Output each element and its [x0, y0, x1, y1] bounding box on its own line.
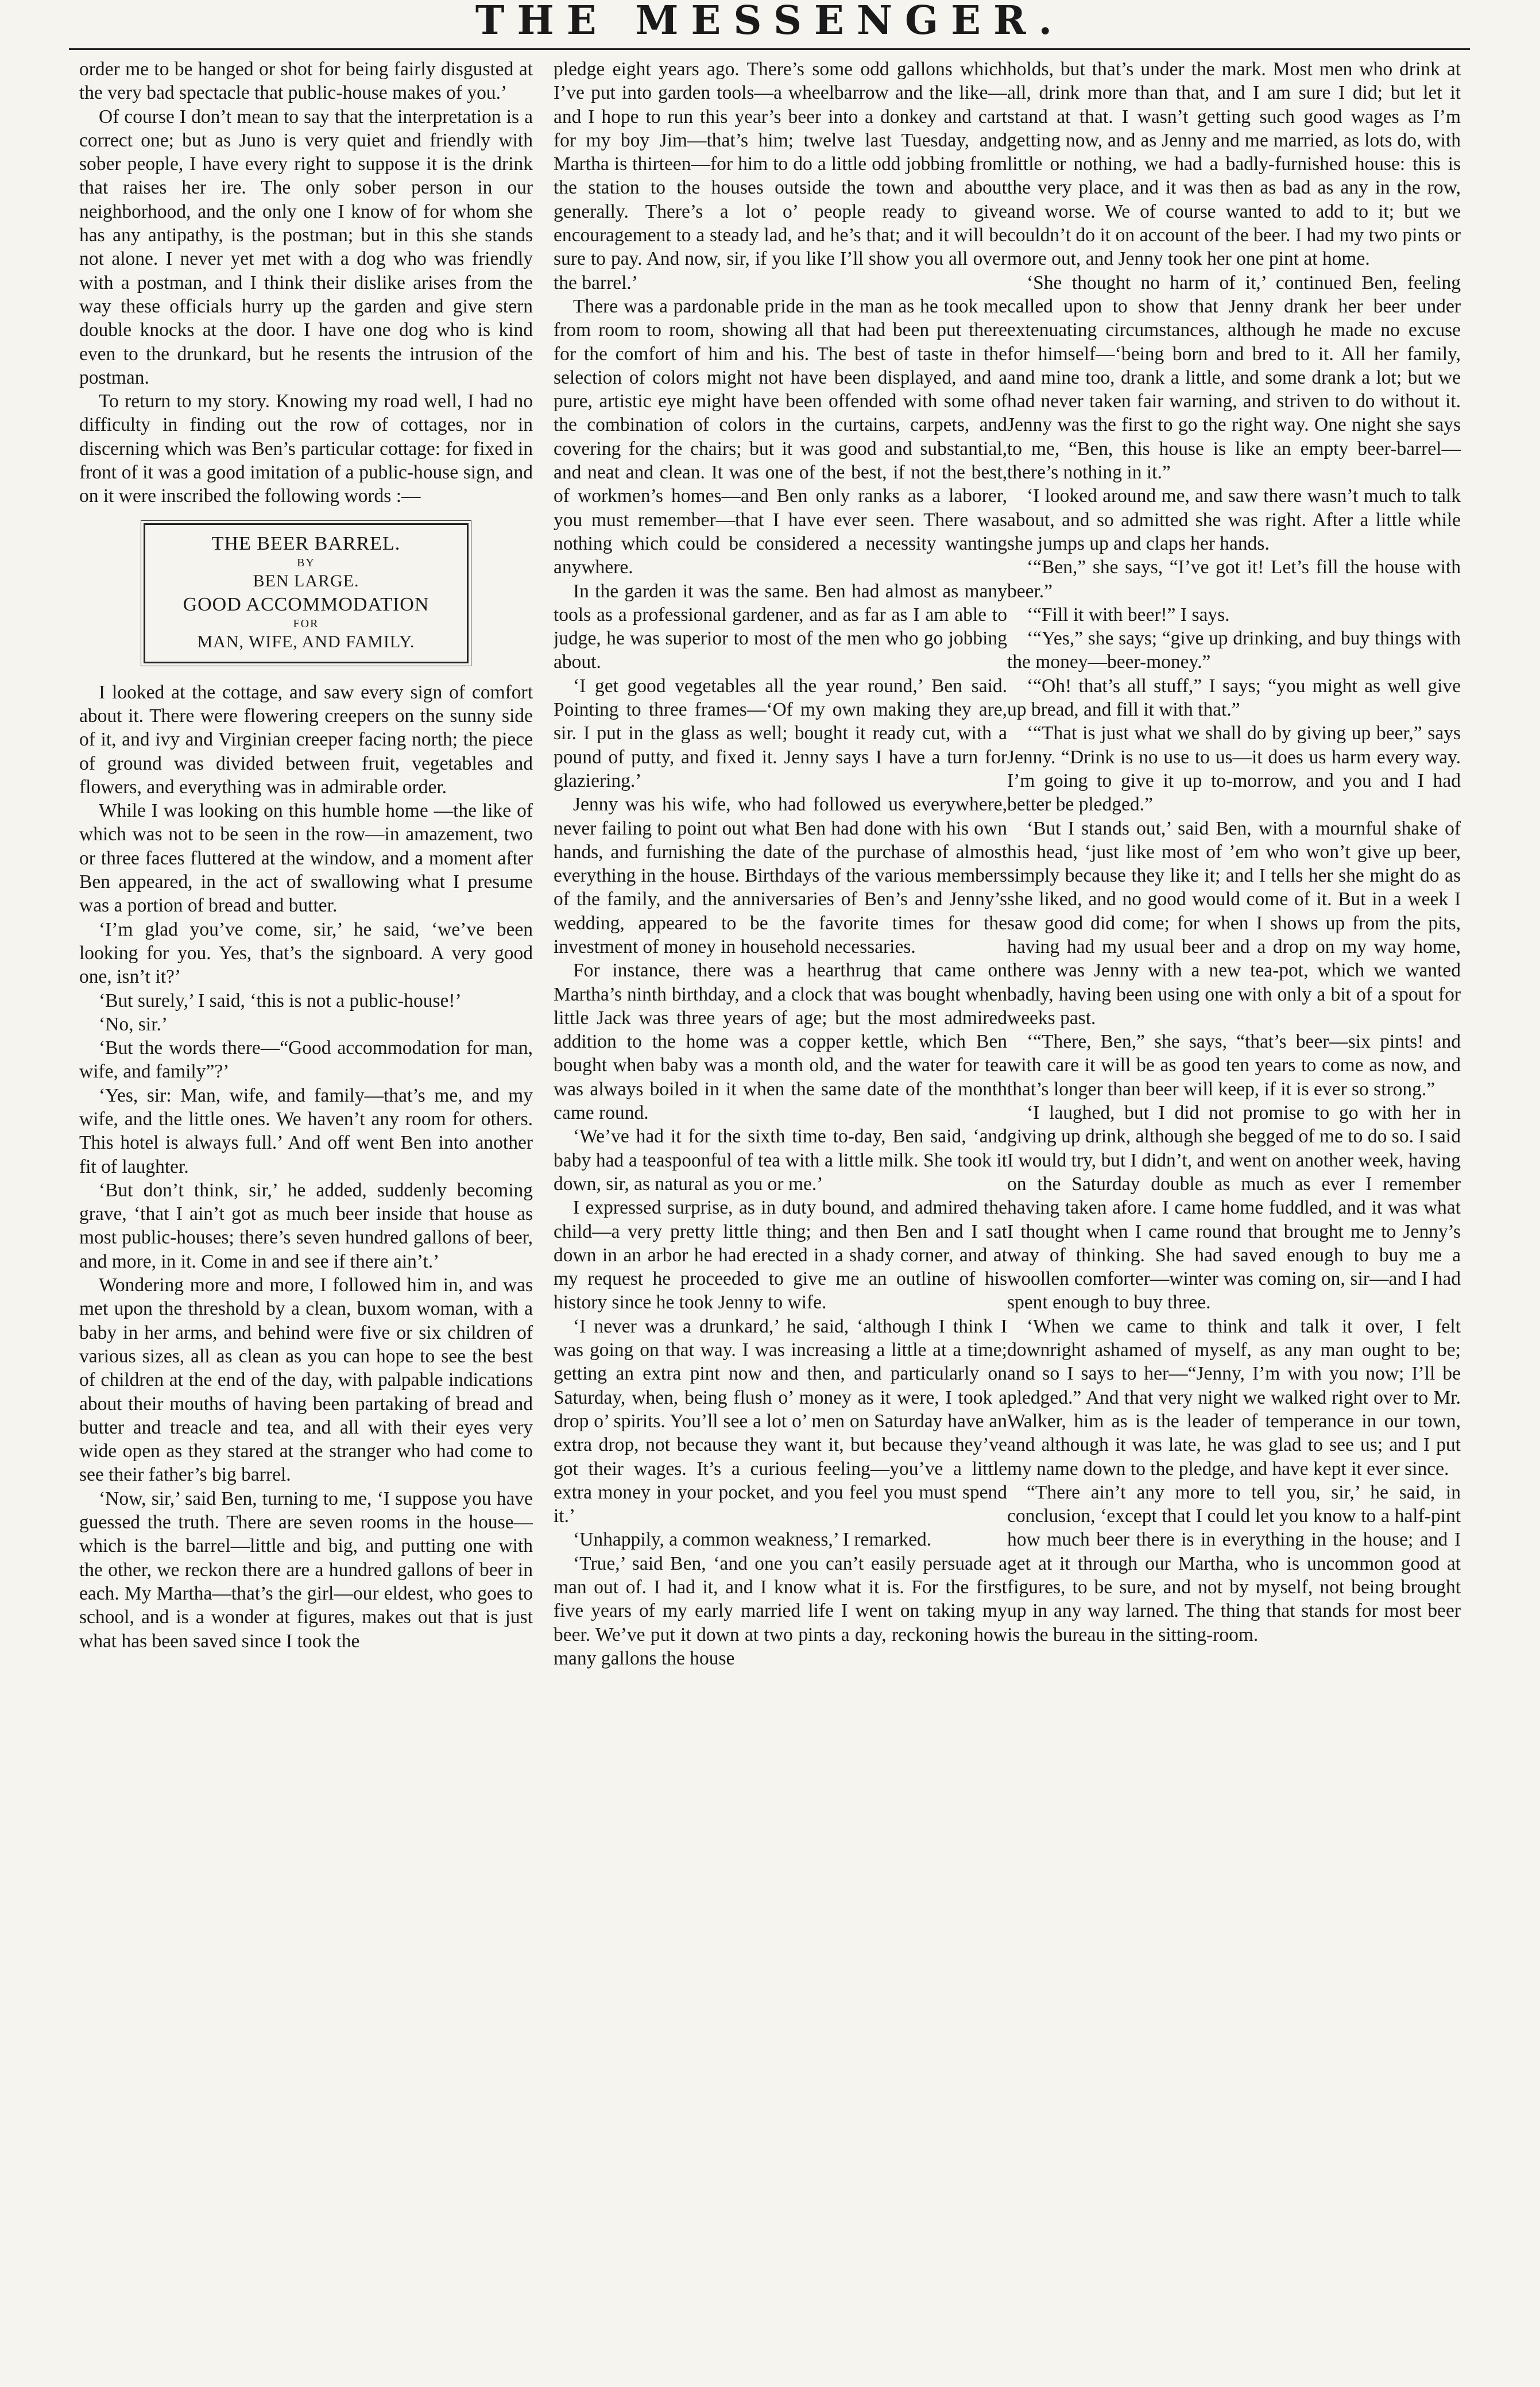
paragraph: ‘I laughed, but I did not promise to go with her in giving up drink, although she begged of me to do so. I said I would try, but I didn’t, and went on another week, having on the Saturday double as much as ever I remember having taken afore. I came home fuddled, and it was what I thought when I came round that brought me to Jenny’s way of thinking. She had saved enough to buy me a woollen comforter—winter was coming on, sir—and I had spent enough to buy three.: [1007, 1102, 1461, 1314]
paragraph: Wondering more and more, I followed him in, and was met upon the threshold by a clean, buxom woman, with a baby in her arms, and behind were five or six children of various sizes, all as clean as you can hope to see the best of children at the end of the day, with palpable indications about their mouths of having been partaking of bread and butter and treacle and tea, and all with their eyes very wide open as they stared at the stranger who had come to see their father’s big barrel.: [79, 1274, 533, 1486]
paragraph: ‘I’m glad you’ve come, sir,’ he said, ‘we’ve been looking for you. Yes, that’s the signboard. A very good one, isn’t it?’: [79, 918, 533, 988]
paragraph: ‘“Fill it with beer!” I says.: [1027, 604, 1230, 625]
paragraph: ‘But the words there—“Good accommodation for man, wife, and family”?’: [79, 1037, 533, 1083]
paragraph: ‘“Ben,” she says, “I’ve got it! Let’s fill the house with beer.”: [1007, 557, 1461, 602]
paragraph: ‘She thought no harm of it,’ continued Ben, feeling called upon to show that Jenny drank her beer under extenuating circumstances, although he made no excuse for himself—‘being born and bred to it. All her family, and mine too, drank a little, and some drank a lot; but we had never taken fair warning, and striven to do without it. Jenny was the first to go the right way. One night she says to me, “Ben, this house is like an empty beer-barrel—there’s nothing in it.”: [1007, 272, 1461, 484]
paragraph: “There ain’t any more to tell you, sir,’ he said, in conclusion, ‘except that I could let you know to a half-pint how much beer there is in everything in the house; and I get at it through our Martha, who is uncommon good at figures, to be sure, and not by myself, not being brought up in any way larned. The thing that stands for most beer is the bureau in the sitting-room.: [1007, 1481, 1461, 1646]
paragraph: ‘When we came to think and talk it over, I felt downright ashamed of myself, as any man ought to be; and so I says to her—“Jenny, I’m with you now; I’ll be pledged.” And that very night we walked right over to Mr. Walker, him as is the leader of temperance in our town, and although it was late, he was glad to see us; and I put my name down to the pledge, and have kept it ever since.: [1007, 1315, 1461, 1480]
paragraph: ‘Yes, sir: Man, wife, and family—that’s me, and my wife, and the little ones. We haven’t any room for others. This hotel is always full.’ And off went Ben into another fit of laughter.: [79, 1084, 533, 1177]
paragraph: holds, but that’s under the mark. Most men who drink at all, drink more than that, and I am sure I did; but let it stand at that. I wasn’t getting such good wages as I’m getting now, and as Jenny and me married, as lots do, with little or nothing, we had a badly-furnished house: this is the very place, and it was then as bad as any in the row, and worse. We of course wanted to add to it; but we couldn’t do it on account of the beer. I had my two pints or more out, and Jenny took her one pint at home.: [1007, 59, 1461, 270]
paragraph: Jenny was his wife, who had followed us everywhere, never failing to point out what Ben had done with his own hands, and furnishing the date of the purchase of almost everything in the house. Birthdays of the various members of the family, and the anniversaries of Ben’s and Jenny’s wedding, appeared to be the favorite times for the investment of money in household necessaries.: [554, 794, 1007, 957]
sign-for: FOR: [293, 617, 319, 630]
paragraph: Of course I don’t mean to say that the interpretation is a correct one; but as Juno is very quiet and friendly with sober people, I have every right to suppose it is the drink that raises her ire. The only sober person in our neighborhood, and the only one I know of for whom she has any antipathy, is the postman; but in this she stands not alone. I never yet met with a dog who was friendly with a postman, and I think their dislike arises from the way these officials hurry up the garden and give stern double knocks at the door. I have one dog who is kind even to the drunkard, but he resents the intrusion of the postman.: [79, 106, 533, 388]
sign-accommodation: GOOD ACCOMMODATION: [183, 593, 430, 615]
masthead-title: THE MESSENGER.: [475, 0, 1065, 44]
sign-name: BEN LARGE.: [253, 571, 359, 590]
sign-family: MAN, WIFE, AND FAMILY.: [197, 632, 415, 651]
paragraph: order me to be hanged or shot for being fairly disgusted at the very bad spectacle that public-house makes of you.’: [79, 59, 533, 104]
paragraph: ‘True,’ said Ben, ‘and one you can’t easily persuade a man out of. I had it, and I know what it is. For the first five years of my early married life I went on taking my beer. We’ve put it down at two pints a day, reckoning how many gallons the house: [554, 1552, 1007, 1669]
paragraph: ‘No, sir.’: [99, 1013, 168, 1035]
paragraph: ‘Now, sir,’ said Ben, turning to me, ‘I suppose you have guessed the truth. There are seven rooms in the house—which is the barrel—little and big, and putting one with the other, we reckon there are a hundred gallons of beer in each. My Martha—that’s the girl—our eldest, who goes to school, and is a wonder at figures, makes out that is just what has been saved since I took the: [79, 1488, 533, 1652]
column-2: [554, 57, 1007, 2355]
paragraph: ‘I never was a drunkard,’ he said, ‘although I think I was going on that way. I was increasing a little at a time; getting an extra pint now and then, and particularly on Saturday, when, being flush o’ money as it were, I took a drop o’ spirits. You’ll see a lot o’ men on Saturday have an extra drop, not because they want it, but because they’ve got their wages. It’s a curious feeling—you’ve a little extra money in your pocket, and you feel you must spend it.’: [554, 1315, 1007, 1527]
paragraph: ‘But I stands out,’ said Ben, with a mournful shake of his head, ‘just like most of ’em who won’t give up beer, simply because they like it; and I tells her she might do as she liked, and no good would come of it. But in a week I saw good did come; for when I shows up from the pits, having had my usual beer and a drop on my way home, there was Jenny with a new tea-pot, which we wanted badly, having been using one with only a bit of a spout for weeks past.: [1007, 817, 1461, 1029]
paragraph: ‘I get good vegetables all the year round,’ Ben said. Pointing to three frames—‘Of my own making they are, sir. I put in the glass as well; bought it ready cut, with a pound of putty, and fixed it. Jenny says I have a turn for glaziering.’: [554, 675, 1007, 791]
paragraph: I looked at the cottage, and saw every sign of comfort about it. There were flowering creepers on the sunny side of it, and ivy and Virginian creeper facing north; the piece of ground was divided between fruit, vegetables and flowers, and everything was in admirable order.: [79, 681, 533, 798]
paragraph: There was a pardonable pride in the man as he took me from room to room, showing all that had been put there for the comfort of him and his. The best of taste in the selection of colors might not have been displayed, and a pure, artistic eye might have been offended with some of the combination of colors in the curtains, carpets, and covering for the chairs; but it was good and substantial, and neat and clean. It was one of the best, if not the best, of workmen’s homes—and Ben only ranks as a laborer, you must remember—that I have ever seen. There was nothing which could be considered a necessity wanting anywhere.: [554, 295, 1007, 578]
paragraph: In the garden it was the same. Ben had almost as many tools as a professional gardener, and as far as I am able to judge, he was superior to most of the men who go jobbing about.: [554, 580, 1007, 673]
masthead-rule: [69, 48, 1470, 50]
paragraph: ‘“There, Ben,” she says, “that’s beer—six pints! and with care it will be as good ten years to come as now, and that’s longer than beer will keep, if it is ever so strong.”: [1007, 1031, 1461, 1100]
paragraph: ‘But surely,’ I said, ‘this is not a public-house!’: [99, 990, 462, 1011]
paragraph: ‘I looked around me, and saw there wasn’t much to talk about, and so admitted she was right. After a little while she jumps up and claps her hands.: [1007, 485, 1461, 554]
column-1: [79, 57, 533, 2355]
sign-title: THE BEER BARREL.: [211, 532, 401, 554]
paragraph: ‘We’ve had it for the sixth time to-day, Ben said, ‘and baby had a teaspoonful of tea with a little milk. She took it down, sir, as natural as you or me.’: [554, 1126, 1007, 1195]
paragraph: pledge eight years ago. There’s some odd gallons which I’ve put into garden tools—a wheelbarrow and the like—and I hope to run this year’s beer into a donkey and cart for my boy Jim—that’s him; twelve last Tuesday, and Martha is thirteen—for him to do a little odd jobbing from the station to the houses outside the town and about generally. There’s a lot o’ people ready to give encouragement to a steady lad, and he’s that; and it will be sure to pay. And now, sir, if you like I’ll show you all over the barrel.’: [554, 59, 1007, 293]
paragraph: ‘But don’t think, sir,’ he added, suddenly becoming grave, ‘that I ain’t got as much beer inside that house as most public-houses; there’s seven hundred gallons of beer, and more, in it. Come in and see if there ain’t.’: [79, 1179, 533, 1272]
column-3: [1007, 57, 1461, 2355]
paragraph: For instance, there was a hearthrug that came on Martha’s ninth birthday, and a clock that was bought when little Jack was three years of age; but the most admired addition to the home was a copper kettle, which Ben bought when baby was a month old, and the water for tea was always boiled in it when the same date of the month came round.: [554, 960, 1007, 1124]
paragraph: ‘“That is just what we shall do by giving up beer,” says Jenny. “Drink is no use to us—it does us harm every way. I’m going to give it up to-morrow, and you and I had better be pledged.”: [1007, 723, 1461, 816]
sign-by: BY: [297, 556, 315, 569]
paragraph: ‘Unhappily, a common weakness,’ I remarked.: [573, 1529, 932, 1551]
beer-barrel-signboard: [144, 523, 469, 663]
paragraph: I expressed surprise, as in duty bound, and admired the child—a very pretty little thing; and then Ben and I sat down in an arbor he had erected in a shady corner, and at my request he proceeded to give me an outline of his history since he took Jenny to wife.: [554, 1197, 1007, 1314]
paragraph: While I was looking on this humble home —the like of which was not to be seen in the row—in amazement, two or three faces fluttered at the window, and a moment after Ben appeared, in the act of swallowing what I presume was a portion of bread and butter.: [79, 800, 533, 917]
paragraph: ‘“Oh! that’s all stuff,” I says; “you might as well give up bread, and fill it with that.”: [1007, 675, 1461, 721]
paragraph: ‘“Yes,” she says; “give up drinking, and buy things with the money—beer-money.”: [1007, 628, 1461, 673]
paragraph: To return to my story. Knowing my road well, I had no difficulty in finding out the row of cottages, nor in discerning which was Ben’s particular cottage: for fixed in front of it was a good imitation of a public-house sign, and on it were inscribed the following words :—: [79, 391, 533, 507]
